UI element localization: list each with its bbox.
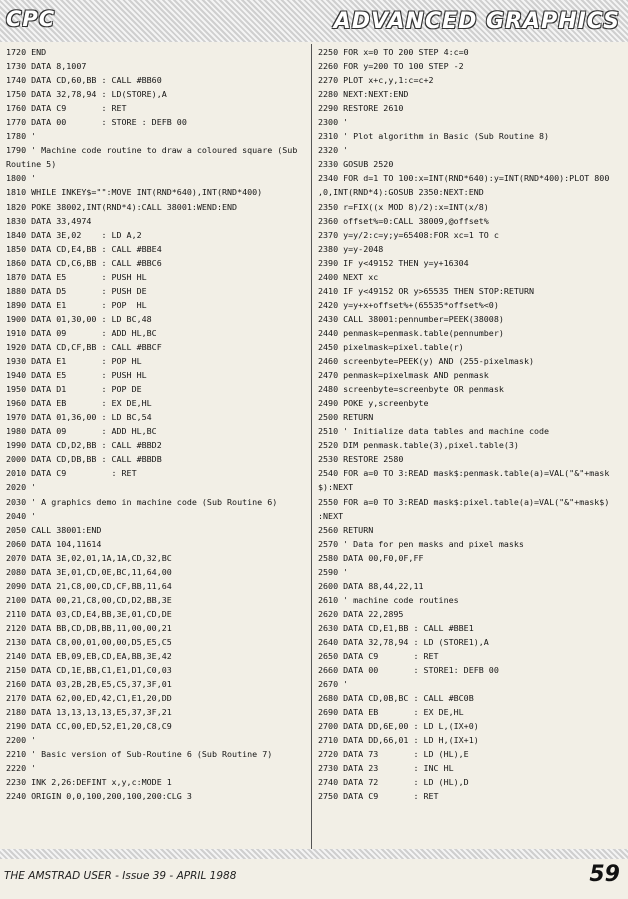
code-line: 2250 FOR x=0 TO 200 STEP 4:c=0 bbox=[318, 47, 469, 57]
code-line: 1950 DATA D1 : POP DE bbox=[6, 384, 142, 395]
code-line: 2560 RETURN bbox=[318, 524, 374, 535]
code-line: 1860 DATA CD,C6,BB : CALL #BBC6 bbox=[6, 257, 162, 268]
code-line: 2150 DATA CD,1E,BB,C1,E1,D1,C0,03 bbox=[6, 665, 172, 676]
code-line: 2380 y=y-2048 bbox=[318, 243, 384, 254]
code-line: 1750 DATA 32,78,94 : LD(STORE),A bbox=[6, 89, 167, 100]
code-line: 2640 DATA 32,78,94 : LD (STORE1),A bbox=[318, 636, 489, 647]
code-line: 2090 DATA 21,C8,00,CD,CF,BB,11,64 bbox=[6, 580, 172, 591]
code-line: 2000 DATA CD,DB,BB : CALL #BBDB bbox=[6, 454, 162, 465]
code-line: 2520 DIM penmask.table(3),pixel.table(3) bbox=[318, 440, 519, 451]
code-line: 2590 ' bbox=[318, 566, 349, 577]
listing-column-left bbox=[6, 45, 308, 804]
code-line: 2350 r=FIX((x MOD 8)/2):x=INT(x/8) bbox=[318, 201, 489, 212]
footer-band bbox=[0, 849, 628, 859]
code-line: 2450 pixelmask=pixel.table(r) bbox=[318, 341, 464, 352]
code-line: 2320 ' bbox=[318, 145, 349, 156]
code-line: 2500 RETURN bbox=[318, 412, 374, 423]
code-line: 2750 DATA C9 : RET bbox=[318, 791, 439, 802]
code-line: 2040 ' bbox=[6, 510, 37, 521]
code-line: 1920 DATA CD,CF,BB : CALL #BBCF bbox=[6, 341, 162, 352]
code-line: 2030 ' A graphics demo in machine code (Sub Routine 6) bbox=[6, 496, 278, 507]
code-line: 1720 END bbox=[6, 47, 47, 57]
code-line: 1980 DATA 09 : ADD HL,BC bbox=[6, 426, 157, 437]
code-line: 2470 penmask=pixelmask AND penmask bbox=[318, 370, 489, 381]
code-line: :NEXT bbox=[318, 510, 344, 521]
code-line: ,0,INT(RND*4):GOSUB 2350:NEXT:END bbox=[318, 187, 484, 198]
code-line: 1890 DATA E1 : POP HL bbox=[6, 299, 147, 310]
code-line: 2020 ' bbox=[6, 482, 37, 493]
code-line: 2220 ' bbox=[6, 763, 37, 774]
code-line: 2460 screenbyte=PEEK(y) AND (255-pixelmask) bbox=[318, 356, 535, 367]
code-line: 1810 WHILE INKEY$="":MOVE INT(RND*640),INT(RND*400) bbox=[6, 187, 263, 198]
code-line: 2710 DATA DD,66,01 : LD H,(IX+1) bbox=[318, 735, 479, 746]
code-line: 2650 DATA C9 : RET bbox=[318, 651, 439, 662]
header-band bbox=[0, 0, 628, 42]
code-line: 2600 DATA 88,44,22,11 bbox=[318, 580, 424, 591]
code-line: 1960 DATA EB : EX DE,HL bbox=[6, 398, 152, 409]
code-line: 2270 PLOT x+c,y,1:c=c+2 bbox=[318, 75, 434, 86]
code-line: 1990 DATA CD,D2,BB : CALL #BBD2 bbox=[6, 440, 162, 451]
code-line: 2200 ' bbox=[6, 735, 37, 746]
code-line: 2360 offset%=0:CALL 38009,@offset% bbox=[318, 215, 489, 226]
section-label: CPC bbox=[6, 7, 56, 31]
code-line: 1930 DATA E1 : POP HL bbox=[6, 356, 142, 367]
code-line: Routine 5) bbox=[6, 159, 57, 170]
listing-column-right bbox=[318, 45, 624, 804]
code-line: 2100 DATA 00,21,C8,00,CD,D2,BB,3E bbox=[6, 594, 172, 605]
code-line: 2430 CALL 38001:pennumber=PEEK(38008) bbox=[318, 313, 504, 324]
code-line: 2610 ' machine code routines bbox=[318, 594, 459, 605]
code-line: 2370 y=y/2:c=y;y=65408:FOR xc=1 TO c bbox=[318, 229, 499, 240]
page-number: 59 bbox=[589, 862, 620, 887]
code-line: $):NEXT bbox=[318, 482, 354, 493]
code-line: 1770 DATA 00 : STORE : DEFB 00 bbox=[6, 117, 187, 128]
code-line: 2490 POKE y,screenbyte bbox=[318, 398, 429, 409]
code-line: 2420 y=y+x+offset%+(65535*offset%<0) bbox=[318, 299, 499, 310]
code-line: 2160 DATA 03,2B,2B,E5,C5,37,3F,01 bbox=[6, 679, 172, 690]
code-line: 2280 NEXT:NEXT:END bbox=[318, 89, 409, 100]
code-line: 1820 POKE 38002,INT(RND*4):CALL 38001:WEND:END bbox=[6, 201, 238, 212]
code-line: 2670 ' bbox=[318, 679, 349, 690]
code-line: 1840 DATA 3E,02 : LD A,2 bbox=[6, 229, 142, 240]
code-line: 2300 ' bbox=[318, 117, 349, 128]
code-line: 2660 DATA 00 : STORE1: DEFB 00 bbox=[318, 665, 499, 676]
code-line: 1880 DATA D5 : PUSH DE bbox=[6, 285, 147, 296]
code-line: 2550 FOR a=0 TO 3:READ mask$:pixel.table(a)=VAL("&"+mask$) bbox=[318, 496, 610, 507]
code-line: 2050 CALL 38001:END bbox=[6, 524, 102, 535]
code-line: 2720 DATA 73 : LD (HL),E bbox=[318, 749, 469, 760]
footer-issue-text: THE AMSTRAD USER - Issue 39 - APRIL 1988 bbox=[4, 870, 237, 882]
page-title: ADVANCED GRAPHICS bbox=[333, 9, 620, 34]
code-line: 1940 DATA E5 : PUSH HL bbox=[6, 370, 147, 381]
code-line: 2080 DATA 3E,01,CD,0E,BC,11,64,00 bbox=[6, 566, 172, 577]
code-line: 2630 DATA CD,E1,BB : CALL #BBE1 bbox=[318, 622, 474, 633]
code-line: 1800 ' bbox=[6, 173, 37, 184]
code-line: 1870 DATA E5 : PUSH HL bbox=[6, 271, 147, 282]
code-line: 2070 DATA 3E,02,01,1A,1A,CD,32,BC bbox=[6, 552, 172, 563]
code-line: 2730 DATA 23 : INC HL bbox=[318, 763, 454, 774]
code-line: 2230 INK 2,26:DEFINT x,y,c:MODE 1 bbox=[6, 777, 172, 788]
code-line: 2540 FOR a=0 TO 3:READ mask$:penmask.table(a)=VAL("&"+mask bbox=[318, 468, 610, 479]
code-line: 2010 DATA C9 : RET bbox=[6, 468, 137, 479]
code-line: 1970 DATA 01,36,00 : LD BC,54 bbox=[6, 412, 152, 423]
code-line: 2740 DATA 72 : LD (HL),D bbox=[318, 777, 469, 788]
code-line: 2180 DATA 13,13,13,13,E5,37,3F,21 bbox=[6, 707, 172, 718]
code-line: 2700 DATA DD,6E,00 : LD L,(IX+0) bbox=[318, 721, 479, 732]
code-line: 2680 DATA CD,0B,BC : CALL #BC0B bbox=[318, 693, 474, 704]
code-line: 2390 IF y<49152 THEN y=y+16304 bbox=[318, 257, 469, 268]
code-line: 2410 IF y<49152 OR y>65535 THEN STOP:RETURN bbox=[318, 285, 535, 296]
code-line: 2330 GOSUB 2520 bbox=[318, 159, 394, 170]
code-line: 2440 penmask=penmask.table(pennumber) bbox=[318, 327, 504, 338]
code-line: 2690 DATA EB : EX DE,HL bbox=[318, 707, 464, 718]
code-line: 1730 DATA 8,1007 bbox=[6, 61, 87, 72]
code-line: 1830 DATA 33,4974 bbox=[6, 215, 92, 226]
code-line: 2120 DATA BB,CD,DB,BB,11,00,00,21 bbox=[6, 622, 172, 633]
code-line: 2480 screenbyte=screenbyte OR penmask bbox=[318, 384, 504, 395]
code-line: 2310 ' Plot algorithm in Basic (Sub Routine 8) bbox=[318, 131, 550, 142]
code-line: 2210 ' Basic version of Sub-Routine 6 (Sub Routine 7) bbox=[6, 749, 273, 760]
code-line: 2340 FOR d=1 TO 100:x=INT(RND*640):y=INT(RND*400):PLOT 800 bbox=[318, 173, 610, 184]
code-line: 2060 DATA 104,11614 bbox=[6, 538, 102, 549]
code-line: 2580 DATA 00,F0,0F,FF bbox=[318, 552, 424, 563]
code-line: 1790 ' Machine code routine to draw a coloured square (Sub bbox=[6, 145, 298, 156]
code-line: 1900 DATA 01,30,00 : LD BC,48 bbox=[6, 313, 152, 324]
code-line: 2290 RESTORE 2610 bbox=[318, 103, 404, 114]
column-divider bbox=[311, 44, 312, 850]
code-line: 2130 DATA C8,00,01,00,00,D5,E5,C5 bbox=[6, 636, 172, 647]
code-line: 1850 DATA CD,E4,BB : CALL #BBE4 bbox=[6, 243, 162, 254]
code-line: 2240 ORIGIN 0,0,100,200,100,200:CLG 3 bbox=[6, 791, 192, 802]
code-line: 2400 NEXT xc bbox=[318, 271, 379, 282]
code-line: 2260 FOR y=200 TO 100 STEP -2 bbox=[318, 61, 464, 72]
code-line: 2170 DATA 62,00,ED,42,C1,E1,20,DD bbox=[6, 693, 172, 704]
code-line: 2140 DATA EB,09,EB,CD,EA,BB,3E,42 bbox=[6, 651, 172, 662]
code-line: 1780 ' bbox=[6, 131, 37, 142]
code-line: 1740 DATA CD,60,BB : CALL #BB60 bbox=[6, 75, 162, 86]
code-line: 2110 DATA 03,CD,E4,BB,3E,01,CD,DE bbox=[6, 608, 172, 619]
code-line: 2570 ' Data for pen masks and pixel masks bbox=[318, 538, 524, 549]
code-line: 2530 RESTORE 2580 bbox=[318, 454, 404, 465]
code-line: 1760 DATA C9 : RET bbox=[6, 103, 127, 114]
code-line: 2190 DATA CC,00,ED,52,E1,20,C8,C9 bbox=[6, 721, 172, 732]
code-line: 2510 ' Initialize data tables and machine code bbox=[318, 426, 550, 437]
code-line: 1910 DATA 09 : ADD HL,BC bbox=[6, 327, 157, 338]
code-line: 2620 DATA 22,2895 bbox=[318, 608, 404, 619]
